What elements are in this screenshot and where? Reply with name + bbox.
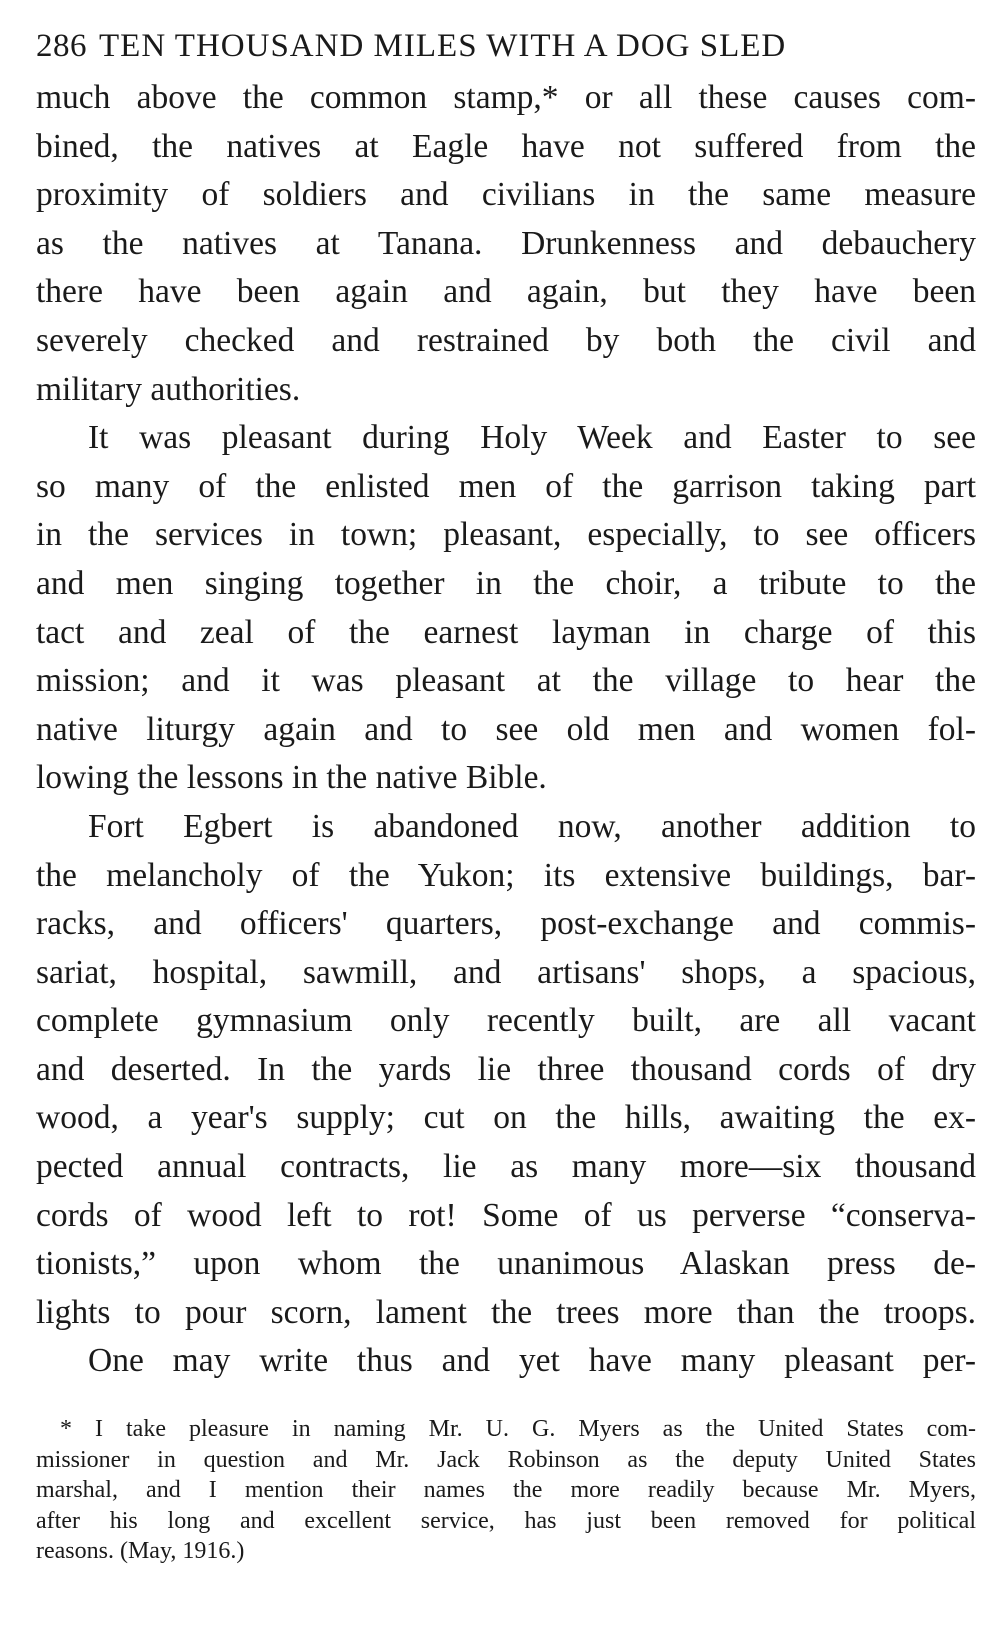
- running-title: TEN THOUSAND MILES WITH A DOG SLED: [99, 28, 787, 64]
- footnote-line: * I take pleasure in naming Mr. U. G. Myers as the United States com-: [60, 1416, 976, 1443]
- text-line: sariat, hospital, sawmill, and artisans' shops, a spacious,: [36, 953, 976, 991]
- body-text: [36, 74, 976, 1386]
- text-line: mission; and it was pleasant at the village to hear the: [36, 662, 976, 700]
- text-line: lights to pour scorn, lament the trees more than the troops.: [36, 1293, 976, 1331]
- text-line: tact and zeal of the earnest layman in charge of this: [36, 613, 976, 651]
- footnote-line: after his long and excellent service, has just been removed for political: [36, 1507, 976, 1534]
- footnote-line: reasons. (May, 1916.): [36, 1538, 245, 1565]
- footnote-line: marshal, and I mention their names the more readily because Mr. Myers,: [36, 1477, 976, 1504]
- paragraph-4: [36, 1337, 976, 1386]
- text-line: proximity of soldiers and civilians in the same measure: [36, 176, 976, 214]
- text-line: the melancholy of the Yukon; its extensive buildings, bar-: [36, 856, 976, 894]
- paragraph-3: [36, 803, 976, 1338]
- text-line: military authorities.: [36, 370, 301, 408]
- text-line: complete gymnasium only recently built, are all vacant: [36, 1002, 976, 1040]
- book-page: [36, 24, 976, 1567]
- text-line: and men singing together in the choir, a tribute to the: [36, 564, 976, 602]
- text-line: bined, the natives at Eagle have not suffered from the: [36, 127, 976, 165]
- paragraph-1: [36, 74, 976, 414]
- paragraph-2: [36, 414, 976, 803]
- footnote: [36, 1414, 976, 1567]
- text-line: One may write thus and yet have many pleasant per-: [88, 1342, 976, 1380]
- text-line: lowing the lessons in the native Bible.: [36, 759, 547, 797]
- text-line: pected annual contracts, lie as many more—six thousand: [36, 1148, 976, 1186]
- text-line: and deserted. In the yards lie three thousand cords of dry: [36, 1050, 976, 1088]
- text-line: as the natives at Tanana. Drunkenness and debauchery: [36, 224, 976, 262]
- text-line: in the services in town; pleasant, especially, to see officers: [36, 516, 976, 554]
- text-line: It was pleasant during Holy Week and Easter to see: [88, 419, 976, 457]
- text-line: racks, and officers' quarters, post-exchange and commis-: [36, 905, 976, 943]
- text-line: native liturgy again and to see old men and women fol-: [36, 710, 976, 748]
- text-line: much above the common stamp,* or all these causes com-: [36, 79, 976, 116]
- page-number: 286: [36, 28, 87, 64]
- text-line: tionists,” upon whom the unanimous Alaskan press de-: [36, 1245, 976, 1283]
- text-line: severely checked and restrained by both the civil and: [36, 321, 976, 359]
- running-head: [36, 24, 976, 68]
- footnote-line: missioner in question and Mr. Jack Robinson as the deputy United States: [36, 1446, 976, 1473]
- text-line: there have been again and again, but they have been: [36, 273, 976, 311]
- text-line: Fort Egbert is abandoned now, another addition to: [88, 807, 976, 845]
- text-line: wood, a year's supply; cut on the hills, awaiting the ex-: [36, 1099, 976, 1137]
- text-line: so many of the enlisted men of the garrison taking part: [36, 467, 976, 505]
- text-line: cords of wood left to rot! Some of us perverse “conserva-: [36, 1196, 976, 1234]
